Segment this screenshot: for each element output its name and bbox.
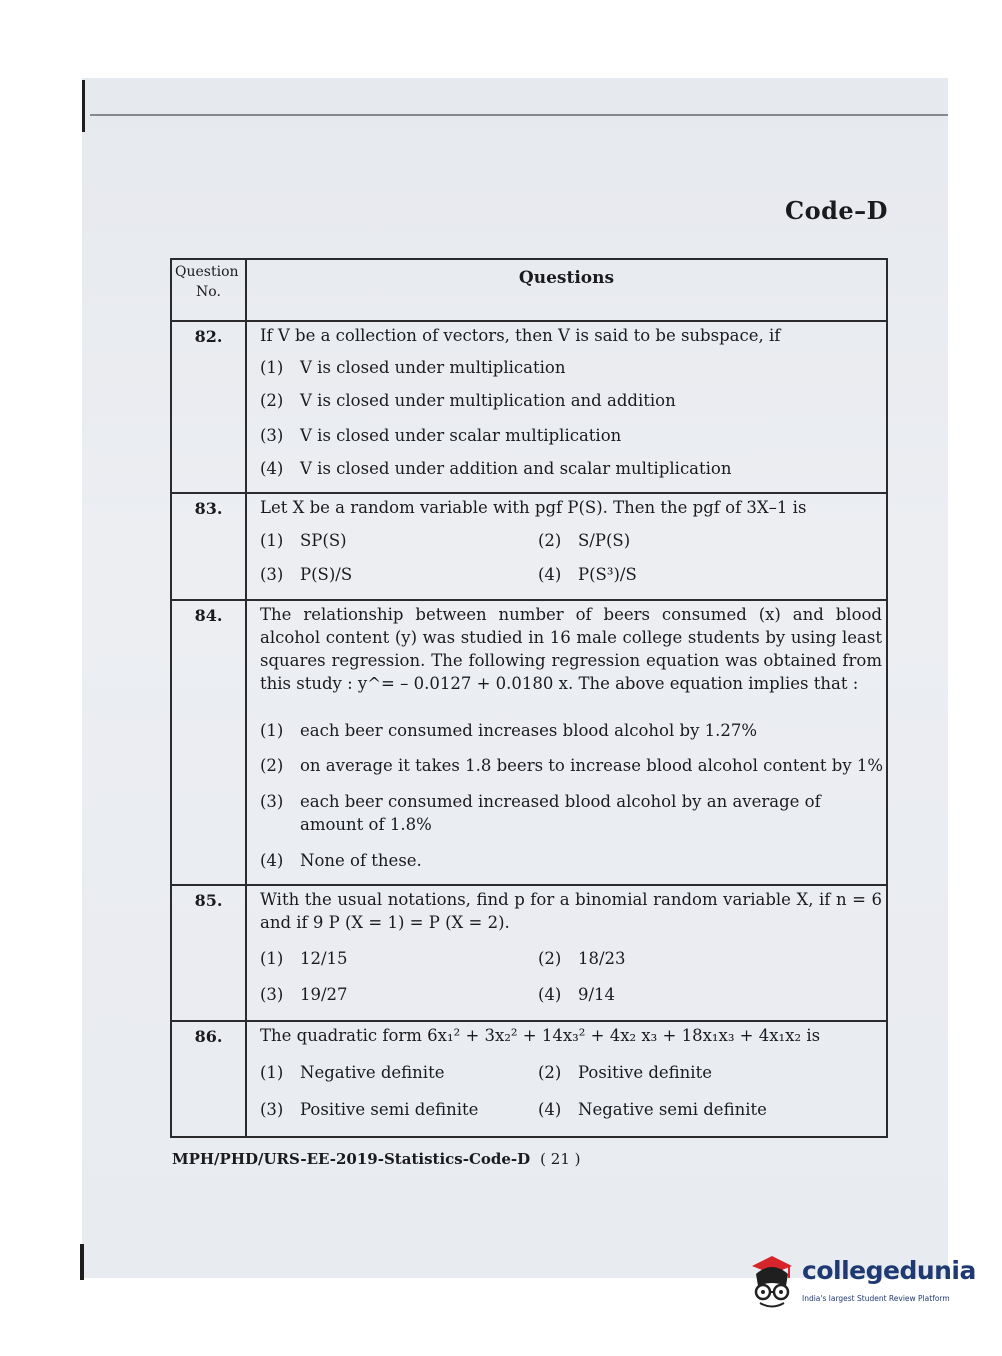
- mascot-icon: [746, 1252, 800, 1312]
- question-text: The relationship between number of beers consumed (x) and blood alcohol content (y) was studied in 16 male college students by using least squares regression. The following regression equation was obtained from this study : y^= – 0.0127 + 0.0180 x. The above equation implies that :: [260, 605, 882, 693]
- page-footer: [172, 1150, 581, 1168]
- binder-mark-bottom: [80, 1244, 84, 1280]
- option: (3) Positive semi definite: [260, 1100, 479, 1119]
- option: (3) P(S)/S: [260, 565, 353, 584]
- row-divider: [172, 884, 886, 886]
- option: (2) S/P(S): [538, 531, 631, 550]
- column-divider: [245, 260, 247, 1136]
- footer-text: MPH/PHD/URS-EE-2019-Statistics-Code-D: [172, 1150, 531, 1168]
- option: (3) V is closed under scalar multiplication: [260, 426, 622, 445]
- option: (4) Negative semi definite: [538, 1100, 767, 1119]
- logo-name: collegedunia: [802, 1256, 976, 1285]
- question-number: 82.: [194, 327, 223, 346]
- option: (4) P(S³)/S: [538, 565, 637, 584]
- option: (1) each beer consumed increases blood alcohol by 1.27%: [260, 721, 758, 740]
- option: (4) None of these.: [260, 851, 422, 870]
- option: (1) 12/15: [260, 949, 348, 968]
- option: (4) V is closed under addition and scalar multiplication: [260, 459, 732, 478]
- question-text: If V be a collection of vectors, then V is said to be subspace, if: [260, 326, 781, 345]
- logo-tagline: India's largest Student Review Platform: [802, 1294, 950, 1303]
- question-text: The quadratic form 6x₁² + 3x₂² + 14x₃² + 4x₂ x₃ + 18x₁x₃ + 4x₁x₂ is: [260, 1026, 821, 1045]
- row-divider: [172, 492, 886, 494]
- question-number: 85.: [194, 891, 223, 910]
- question-number: 86.: [194, 1027, 223, 1046]
- row-divider: [172, 320, 886, 322]
- option: (4) 9/14: [538, 985, 616, 1004]
- binder-mark-top: [82, 80, 85, 132]
- row-divider: [172, 1020, 886, 1022]
- header-questions: Questions: [518, 268, 615, 288]
- question-text: With the usual notations, find p for a binomial random variable X, if n = 6 and if 9 P (X = 1) = P (X = 2).: [260, 890, 882, 932]
- option: (2) V is closed under multiplication and addition: [260, 391, 676, 410]
- row-divider: [172, 599, 886, 601]
- option: (3) each beer consumed increased blood alcohol by an average of amount of 1.8%: [260, 792, 821, 834]
- paper-code: Code–D: [785, 196, 888, 225]
- option: (2) 18/23: [538, 949, 626, 968]
- question-number: 83.: [194, 499, 223, 518]
- questions-table: [170, 258, 888, 1138]
- page-number: ( 21 ): [540, 1150, 581, 1168]
- question-number: 84.: [194, 606, 223, 625]
- option: (2) Positive definite: [538, 1063, 712, 1082]
- option: (1) Negative definite: [260, 1063, 445, 1082]
- option: (2) on average it takes 1.8 beers to increase blood alcohol content by 1%: [260, 756, 884, 775]
- option: (1) V is closed under multiplication: [260, 358, 566, 377]
- header-question-no: [172, 260, 245, 322]
- header-qno-line2: No.: [196, 284, 221, 300]
- collegedunia-logo[interactable]: [746, 1252, 976, 1312]
- option: (3) 19/27: [260, 985, 348, 1004]
- page-edge-line: [90, 114, 948, 116]
- header-qno-line1: Question: [175, 264, 239, 280]
- question-text: Let X be a random variable with pgf P(S). Then the pgf of 3X–1 is: [260, 498, 807, 517]
- option: (1) SP(S): [260, 531, 347, 550]
